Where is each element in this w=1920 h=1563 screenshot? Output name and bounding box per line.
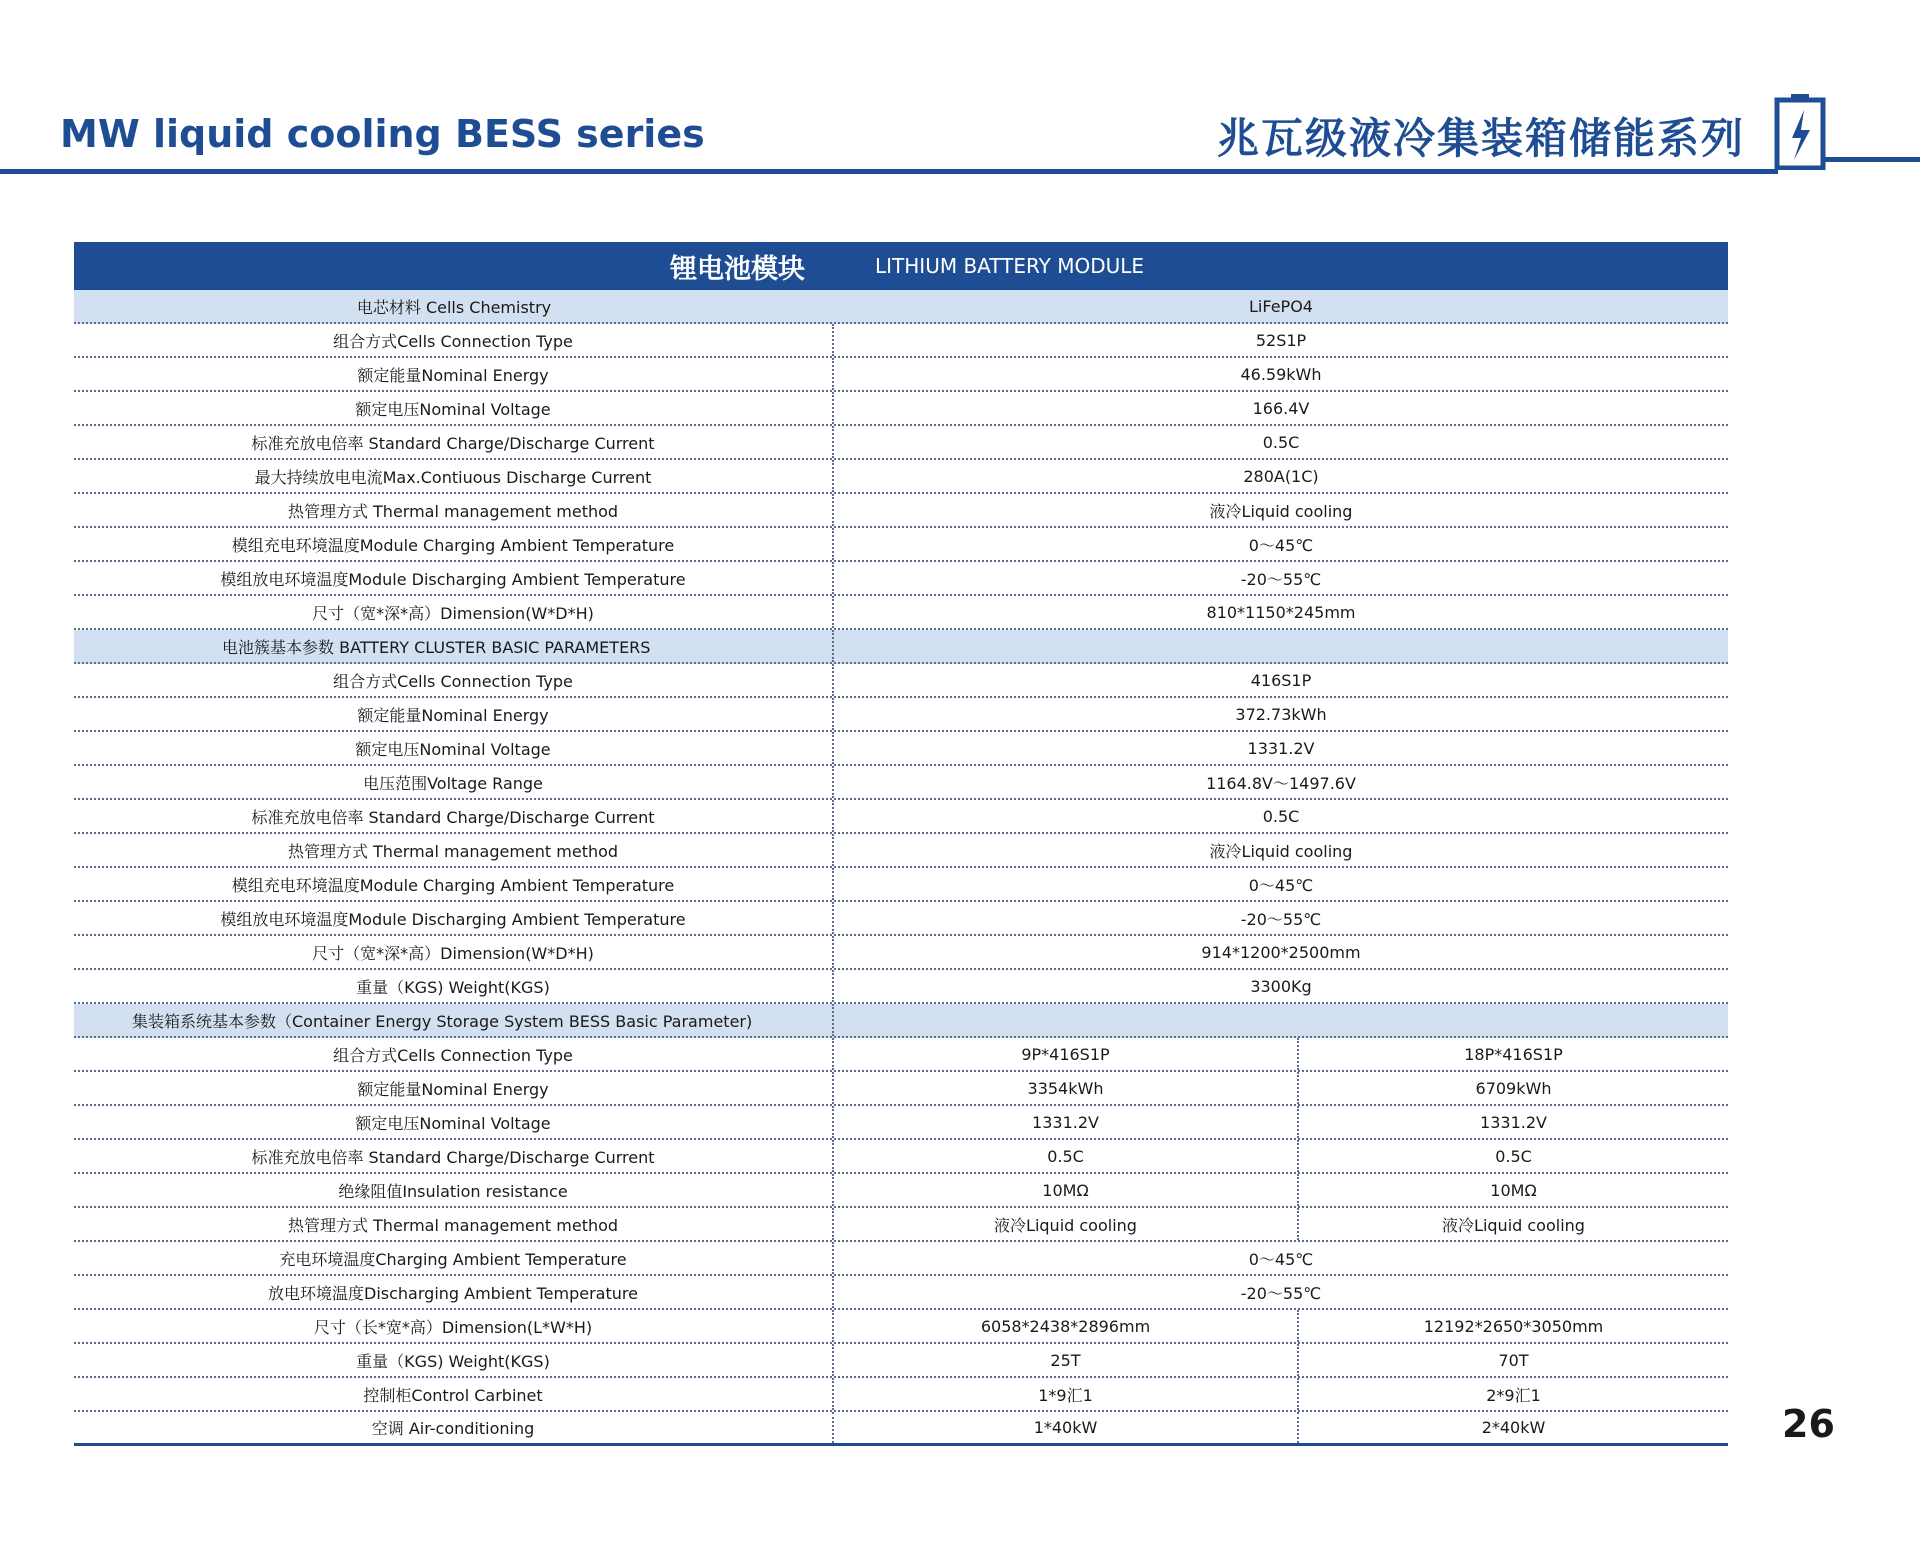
table-row — [74, 1072, 1728, 1106]
table-row — [74, 494, 1728, 528]
row-label: 控制柜Control Carbinet — [74, 1378, 834, 1410]
row-value: 166.4V — [1252, 398, 1310, 418]
table-row — [74, 1106, 1728, 1140]
row-value-9p: 液冷Liquid cooling — [834, 1208, 1299, 1240]
row-value: 1164.8V～1497.6V — [1206, 773, 1356, 793]
row-label: 最大持续放电电流Max.Contiuous Discharge Current — [74, 460, 834, 492]
row-value: 1331.2V — [1247, 738, 1315, 758]
row-value: 372.73kWh — [1235, 704, 1327, 724]
table-row — [74, 460, 1728, 494]
row-label: 额定能量Nominal Energy — [74, 698, 834, 730]
row-value-9p: 1331.2V — [834, 1106, 1299, 1138]
table-row — [74, 1174, 1728, 1208]
battery-lightning-icon — [1774, 92, 1826, 170]
row-label: 热管理方式 Thermal management method — [74, 834, 834, 866]
row-value-9p: 10MΩ — [834, 1174, 1299, 1206]
table-row — [74, 1140, 1728, 1174]
row-label: 热管理方式 Thermal management method — [74, 1208, 834, 1240]
table-row — [74, 936, 1728, 970]
table-row — [74, 1344, 1728, 1378]
row-label: 组合方式Cells Connection Type — [74, 664, 834, 696]
row-value: 0～45℃ — [1248, 1249, 1314, 1269]
row-label: 电压范围Voltage Range — [74, 766, 834, 798]
row-label: 模组放电环境温度Module Discharging Ambient Temperature — [74, 902, 834, 934]
table-body — [74, 290, 1728, 1446]
page-title-cn: 兆瓦级液冷集装箱储能系列 — [1216, 114, 1745, 163]
row-value-9p: 6058*2438*2896mm — [834, 1310, 1299, 1342]
row-value: 0～45℃ — [1248, 875, 1314, 895]
header-rule — [0, 169, 1778, 174]
row-value: -20～55℃ — [1240, 1283, 1322, 1303]
table-header — [74, 242, 1728, 290]
row-label: 模组充电环境温度Module Charging Ambient Temperature — [74, 868, 834, 900]
row-value: 液冷Liquid cooling — [1209, 841, 1353, 861]
table-title-en: LITHIUM BATTERY MODULE — [875, 254, 1145, 278]
table-row — [74, 358, 1728, 392]
row-label: 组合方式Cells Connection Type — [74, 1038, 834, 1070]
row-value-9p: 1*40kW — [834, 1412, 1299, 1443]
row-label: 额定电压Nominal Voltage — [74, 1106, 834, 1138]
row-label: 空调 Air-conditioning — [74, 1412, 834, 1443]
table-row — [74, 1412, 1728, 1446]
row-value-18p: 18P*416S1P — [1464, 1044, 1563, 1064]
table-row — [74, 970, 1728, 1004]
row-value-9p: 25T — [834, 1344, 1299, 1376]
row-label: 热管理方式 Thermal management method — [74, 494, 834, 526]
row-label: 绝缘阻值Insulation resistance — [74, 1174, 834, 1206]
table-row — [74, 324, 1728, 358]
row-value-9p: 1*9汇1 — [834, 1378, 1299, 1410]
section-empty-cell — [834, 630, 1728, 662]
row-value: 416S1P — [1250, 670, 1312, 690]
table-title-cn: 锂电池模块 — [670, 253, 805, 285]
row-label: 标准充放电倍率 Standard Charge/Discharge Current — [74, 800, 834, 832]
row-value-18p: 1331.2V — [1480, 1112, 1547, 1132]
table-row — [74, 698, 1728, 732]
row-value-18p: 2*9汇1 — [1486, 1385, 1541, 1405]
row-value-9p: 0.5C — [834, 1140, 1299, 1172]
row-value: -20～55℃ — [1240, 909, 1322, 929]
row-value: 0.5C — [1262, 806, 1300, 826]
row-label: 尺寸（宽*深*高）Dimension(W*D*H) — [74, 596, 834, 628]
row-value-18p: 10MΩ — [1490, 1180, 1537, 1200]
row-value: 810*1150*245mm — [1206, 602, 1356, 622]
spec-table — [74, 242, 1728, 1446]
row-value: 液冷Liquid cooling — [1209, 501, 1353, 521]
table-row — [74, 562, 1728, 596]
row-label: 额定电压Nominal Voltage — [74, 732, 834, 764]
table-row — [74, 868, 1728, 902]
row-value: 3300Kg — [1250, 976, 1312, 996]
table-row — [74, 1310, 1728, 1344]
row-label: 额定能量Nominal Energy — [74, 1072, 834, 1104]
row-label: 额定电压Nominal Voltage — [74, 392, 834, 424]
row-value: 46.59kWh — [1240, 364, 1322, 384]
row-value: 52S1P — [1255, 330, 1307, 350]
row-value: -20～55℃ — [1240, 569, 1322, 589]
table-row — [74, 596, 1728, 630]
row-label: 模组充电环境温度Module Charging Ambient Temperature — [74, 528, 834, 560]
section-row-cluster — [74, 630, 1728, 664]
table-row — [74, 528, 1728, 562]
table-row — [74, 800, 1728, 834]
row-value: 0～45℃ — [1248, 535, 1314, 555]
row-label: 尺寸（长*宽*高）Dimension(L*W*H) — [74, 1310, 834, 1342]
table-row — [74, 664, 1728, 698]
row-value-18p: 液冷Liquid cooling — [1442, 1215, 1585, 1235]
row-label: 尺寸（宽*深*高）Dimension(W*D*H) — [74, 936, 834, 968]
row-value: 0.5C — [1262, 432, 1300, 452]
section-row-container — [74, 1004, 1728, 1038]
row-label: 充电环境温度Charging Ambient Temperature — [74, 1242, 834, 1274]
row-value: 914*1200*2500mm — [1201, 942, 1361, 962]
row-value: 280A(1C) — [1243, 466, 1319, 486]
header-rule-right — [1821, 157, 1920, 162]
table-row — [74, 1242, 1728, 1276]
section-title-container: 集装箱系统基本参数（Container Energy Storage System BESS Basic Parameter) — [74, 1004, 834, 1036]
table-row — [74, 766, 1728, 800]
table-row — [74, 392, 1728, 426]
table-row — [74, 1378, 1728, 1412]
row-value-18p: 70T — [1498, 1350, 1529, 1370]
row-value-18p: 12192*2650*3050mm — [1423, 1316, 1604, 1336]
table-row — [74, 1038, 1728, 1072]
table-row — [74, 834, 1728, 868]
table-row — [74, 1208, 1728, 1242]
page-number: 26 — [1782, 1402, 1835, 1446]
row-label: 放电环境温度Discharging Ambient Temperature — [74, 1276, 834, 1308]
page-title-en: MW liquid cooling BESS series — [60, 112, 705, 156]
row-value-18p: 6709kWh — [1475, 1078, 1552, 1098]
row-label: 重量（KGS) Weight(KGS) — [74, 1344, 834, 1376]
table-row — [74, 1276, 1728, 1310]
table-row — [74, 426, 1728, 460]
row-value: LiFePO4 — [1249, 296, 1313, 316]
row-value-9p: 3354kWh — [834, 1072, 1299, 1104]
row-value-9p: 9P*416S1P — [834, 1038, 1299, 1070]
section-title-cluster: 电池簇基本参数 BATTERY CLUSTER BASIC PARAMETERS — [74, 630, 834, 662]
row-label: 模组放电环境温度Module Discharging Ambient Temperature — [74, 562, 834, 594]
row-label: 额定能量Nominal Energy — [74, 358, 834, 390]
row-value-18p: 0.5C — [1495, 1146, 1532, 1166]
row-label: 电芯材料 Cells Chemistry — [356, 297, 552, 317]
row-value-18p: 2*40kW — [1481, 1418, 1546, 1437]
table-row — [74, 732, 1728, 766]
table-row — [74, 902, 1728, 936]
row-label: 重量（KGS) Weight(KGS) — [74, 970, 834, 1002]
section-empty-cell — [834, 1004, 1728, 1036]
table-row — [74, 290, 1728, 324]
row-label: 标准充放电倍率 Standard Charge/Discharge Current — [74, 1140, 834, 1172]
row-label: 组合方式Cells Connection Type — [74, 324, 834, 356]
row-label: 标准充放电倍率 Standard Charge/Discharge Current — [74, 426, 834, 458]
